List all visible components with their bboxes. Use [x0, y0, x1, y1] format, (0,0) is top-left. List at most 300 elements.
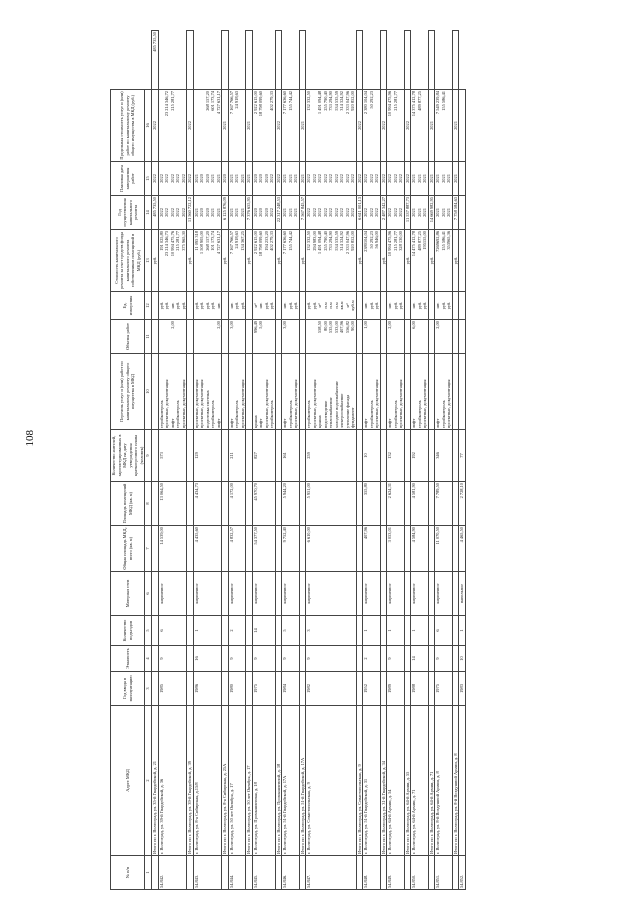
- work-cost-cell: [363, 230, 381, 292]
- work-unit-cell: [193, 292, 222, 320]
- area-total: 4 832,57: [228, 526, 246, 572]
- work-limit: 2 380 104,04: [363, 91, 368, 115]
- row-number: 54.851.: [435, 856, 453, 890]
- work-cost: 194 253,20: [263, 231, 269, 251]
- residents: 161: [282, 430, 300, 482]
- work-volume: 535,00: [328, 321, 333, 334]
- work-unit: руб.: [234, 301, 239, 310]
- work-name-cell: [282, 354, 300, 430]
- limit-total: [380, 31, 387, 90]
- work-limit: 534 535,59: [333, 91, 339, 111]
- work-date: 2022: [306, 174, 311, 183]
- work-cost: 132 332,50: [306, 231, 311, 251]
- floors: 9: [435, 646, 453, 672]
- column-header-13: Стоимость капитального ремонта за счет средств фонда капитального ремонта собственников помещений в МКД (руб.): [111, 230, 145, 292]
- area-rooms: 5 951,00: [306, 482, 357, 526]
- work-unit: кв.м: [339, 301, 344, 310]
- work-name: стройконтроль: [210, 400, 215, 428]
- work-date: 2022: [398, 174, 403, 183]
- work-volume-cell: [193, 320, 222, 354]
- wall-material: кирпичное: [387, 572, 405, 616]
- work-date: 2021: [193, 174, 199, 183]
- work-cost: 191 025,80: [158, 231, 164, 251]
- work-name: стройконтроль: [440, 400, 446, 428]
- floors: 9: [228, 646, 246, 672]
- work-unit-cell: [282, 292, 300, 320]
- work-year: 2020: [263, 208, 269, 217]
- column-number-6: 6: [145, 572, 152, 616]
- year-built: 1983: [459, 672, 466, 706]
- column-number-5: 5: [145, 616, 152, 646]
- work-limit-cell: [363, 90, 381, 162]
- work-date: 2021: [239, 174, 245, 183]
- work-name: лифт: [258, 418, 263, 428]
- work-date: 2022: [180, 174, 186, 183]
- wall-material: панельное: [459, 572, 466, 616]
- work-limit-cell: [306, 90, 357, 162]
- work-name: проектные, документация: [180, 379, 186, 428]
- work-volume: [293, 321, 299, 352]
- work-volume: 558,50: [317, 321, 322, 334]
- row-number: 54.849.: [387, 856, 405, 890]
- work-date: 2021: [416, 174, 422, 183]
- work-name: стройконтроль: [269, 400, 274, 428]
- work-cost: 534 535,59: [333, 231, 339, 251]
- entrances: 2: [228, 616, 246, 646]
- work-unit: руб.: [287, 301, 293, 310]
- year-built: 1988: [411, 672, 429, 706]
- work-cost: 2 922 615,00: [252, 231, 258, 255]
- wall-material: кирпичное: [228, 572, 246, 616]
- column-number-2: 2: [145, 706, 152, 856]
- residents: 211: [228, 430, 246, 482]
- entrances: 6: [158, 616, 187, 646]
- work-unit: шт.: [215, 302, 221, 309]
- year-built: 1952: [363, 672, 381, 706]
- area-rooms: 7 789,50: [435, 482, 453, 526]
- area-rooms: 4 434,73: [193, 482, 222, 526]
- work-date: 2020: [199, 174, 204, 183]
- work-cost: 294 983,00: [311, 231, 317, 251]
- total-cost: 22 317 248,53: [275, 196, 282, 230]
- entrances: 14: [252, 616, 275, 646]
- work-name: крыша: [317, 415, 322, 428]
- work-name: электроснабжение: [339, 393, 344, 428]
- column-number-row: [145, 31, 152, 890]
- residents: 77: [459, 430, 466, 482]
- limit-total: [404, 31, 411, 90]
- residents: 346: [435, 430, 453, 482]
- area-total: 4 435,60: [193, 526, 222, 572]
- total-label: Итого по г. Волгоград, ул. Промышленной, д. 18: [275, 706, 282, 856]
- work-cost: 268 157,20: [204, 231, 210, 251]
- work-name: фундамент: [350, 407, 355, 428]
- work-date: 2022: [317, 174, 322, 183]
- work-name-cell: [459, 354, 466, 430]
- work-volume-cell: [411, 320, 429, 354]
- work-name: проектные, документация: [422, 379, 427, 428]
- work-name: проектные, документация: [311, 379, 317, 428]
- work-date: 2022: [269, 174, 274, 183]
- work-date-cell: [459, 162, 466, 196]
- total-year: 2021: [246, 162, 253, 196]
- column-number-7: 7: [145, 526, 152, 572]
- work-volume: 2,00: [387, 321, 392, 329]
- column-header-11: Объемы работ: [111, 320, 145, 354]
- floors: 9: [252, 646, 275, 672]
- work-cost: 402 279,33: [269, 231, 274, 251]
- work-year: 2021: [210, 208, 215, 217]
- work-volume: 407,96: [339, 321, 344, 334]
- work-limit: 155 586,41: [440, 91, 446, 111]
- work-date: 2022: [368, 174, 374, 183]
- rotated-table-container: [110, 30, 630, 890]
- work-limit: [374, 91, 380, 160]
- work-name-cell: [228, 354, 246, 430]
- work-year: 2021: [287, 208, 293, 217]
- entrances: 1: [411, 616, 429, 646]
- work-volume: [181, 321, 187, 352]
- work-cost: 14 475 412,78: [411, 231, 416, 257]
- work-unit: руб.: [263, 301, 269, 310]
- floors: 9: [306, 646, 357, 672]
- work-name: стройконтроль: [234, 400, 239, 428]
- unit-cell: руб.: [299, 230, 306, 292]
- work-cost: 195155,00: [422, 231, 427, 250]
- work-name: стройконтроль: [287, 400, 293, 428]
- address: г. Волгоград, ул. 8-й Воздушной Армии, д. 8: [435, 706, 453, 856]
- work-volume: 90,00: [350, 321, 355, 331]
- work-unit: руб.: [164, 301, 169, 310]
- unit-cell: руб.: [404, 230, 411, 292]
- row-number: 54.850.: [411, 856, 429, 890]
- table-row: [193, 31, 222, 890]
- work-name: проектные, документация: [293, 379, 298, 428]
- work-unit: шт.: [411, 302, 416, 309]
- limit-total: 485 735,50: [152, 31, 159, 90]
- work-volume: 2,00: [215, 321, 221, 329]
- work-volume: [374, 321, 380, 352]
- area-rooms: 45 970,70: [252, 482, 275, 526]
- floors: 10: [459, 646, 466, 672]
- work-name: проектные, документация: [374, 379, 379, 428]
- address: г. Волгоград, ул. 50 лет Октября, д. 17: [228, 706, 246, 856]
- area-total: 4 465,50: [459, 526, 466, 572]
- table-body: [152, 31, 466, 890]
- entrances: 3: [306, 616, 357, 646]
- work-date-cell: [228, 162, 246, 196]
- work-volume-cell: [306, 320, 357, 354]
- residents: 129: [193, 430, 222, 482]
- work-volume: [269, 321, 275, 352]
- column-header-12: Ед. измерения: [111, 292, 145, 320]
- area-total: 9 752,40: [282, 526, 300, 572]
- work-volume: 1,00: [363, 321, 368, 329]
- work-volume: 3,00: [282, 321, 287, 329]
- work-date: 2022: [392, 174, 398, 183]
- area-total: 3 053,01: [387, 526, 405, 572]
- floors: 9: [158, 646, 187, 672]
- work-limit: 155 744,42: [287, 91, 293, 111]
- work-date: 2022: [387, 174, 392, 183]
- total-date: 2022: [275, 90, 282, 162]
- year-built: 1975: [252, 672, 275, 706]
- total-cost: 14 669 982,95: [428, 196, 435, 230]
- work-cost: 4 727 631,17: [215, 231, 221, 255]
- work-year: 2022: [164, 208, 169, 217]
- work-name: стройконтроль: [368, 400, 374, 428]
- work-volume: 2,00: [169, 321, 175, 329]
- address: г. Волгоград, ул. 64-й Армии, д. 71: [411, 706, 429, 856]
- work-cost: 375 965,30: [180, 231, 186, 251]
- work-limit: 215 281,77: [169, 91, 175, 111]
- work-date: 2021: [234, 174, 239, 183]
- work-limit-cell: [435, 90, 453, 162]
- work-limit: 268 157,20: [204, 91, 210, 111]
- work-cost-cell: [228, 230, 246, 292]
- work-date-cell: [411, 162, 429, 196]
- floors: 16: [193, 646, 222, 672]
- total-cost: 11 560 722,12: [187, 196, 194, 230]
- work-year: 2021: [193, 208, 199, 217]
- total-date: 2022: [356, 90, 363, 162]
- work-unit: руб.: [306, 301, 311, 310]
- work-limit-cell: [193, 90, 222, 162]
- work-unit: руб.: [158, 301, 164, 310]
- work-unit-cell: [387, 292, 405, 320]
- work-name: холодное водоснабжение: [333, 381, 339, 428]
- row-number: 54.852.: [459, 856, 466, 890]
- area-total: 4 584,90: [411, 526, 429, 572]
- work-volume: 533,00: [333, 321, 339, 334]
- work-limit-cell: [411, 90, 429, 162]
- limit-total: [299, 31, 306, 90]
- work-cost-cell: [282, 230, 300, 292]
- work-limit: [422, 91, 428, 160]
- work-name-cell: [435, 354, 453, 430]
- work-limit: 24 918,63: [234, 91, 239, 109]
- year-built: 1982: [306, 672, 357, 706]
- work-year: 2021: [282, 208, 287, 217]
- work-year: 2021: [435, 208, 440, 217]
- work-date-cell: [363, 162, 381, 196]
- area-rooms: 13 064,50: [158, 482, 187, 526]
- work-year: 2021: [411, 208, 416, 217]
- total-year: 2021: [299, 162, 306, 196]
- work-name: проектные, документация: [164, 379, 169, 428]
- work-date: 2022: [311, 174, 317, 183]
- total-date: 2022: [152, 90, 159, 162]
- work-cost: 18 798 099,60: [258, 231, 263, 257]
- residents: 259: [306, 430, 357, 482]
- total-cost: 6 125 876,09: [222, 196, 229, 230]
- limit-total: [187, 31, 194, 90]
- work-unit: м²: [252, 303, 258, 308]
- unit-cell: руб.: [380, 230, 387, 292]
- area-rooms: 4 172,00: [228, 482, 246, 526]
- work-year: 2022: [350, 208, 355, 217]
- work-volume: 3,00: [228, 321, 234, 329]
- work-year: 2020: [199, 208, 204, 217]
- column-header-3: Год ввода в эксплуатацию: [111, 672, 145, 706]
- work-name: лифт: [169, 418, 175, 428]
- table-row: [363, 31, 381, 890]
- work-cost: 7269692,86: [435, 231, 440, 252]
- column-header-1: № п/п: [111, 856, 145, 890]
- work-year-cell: [435, 196, 453, 230]
- column-header-14: Год осуществления капитального ремонта: [111, 196, 145, 230]
- work-unit: шт.: [435, 302, 440, 309]
- work-date: 2022: [374, 174, 379, 183]
- address: г. Волгоград, ул. 64-й Армии, д. 54: [387, 706, 405, 856]
- column-number-12: 12: [145, 292, 152, 320]
- work-unit: шт.: [258, 302, 263, 309]
- work-unit: руб.: [416, 301, 422, 310]
- row-number: 54.847.: [306, 856, 357, 890]
- work-date: 2021: [282, 174, 287, 183]
- work-date: 2021: [435, 174, 440, 183]
- work-unit: п.м: [328, 302, 333, 309]
- work-cost-cell: [387, 230, 405, 292]
- work-cost: 155 586,41: [440, 231, 446, 251]
- limit-total: [452, 31, 459, 90]
- work-cost: 101 173,74: [210, 231, 215, 251]
- wall-material: кирпичное: [282, 572, 300, 616]
- year-built: 1989: [387, 672, 405, 706]
- work-year-cell: [228, 196, 246, 230]
- total-year: 2022: [275, 162, 282, 196]
- area-rooms: 2 624,31: [387, 482, 405, 526]
- work-limit: 2 333 047,96: [344, 91, 350, 115]
- work-unit-cell: [363, 292, 381, 320]
- work-year: 2022: [363, 208, 368, 217]
- total-year: 2022: [187, 162, 194, 196]
- work-year: 2021: [228, 208, 234, 217]
- work-limit: [446, 91, 452, 160]
- work-limit: 2 922 615,00: [252, 91, 258, 115]
- work-cost: 215 281,77: [175, 231, 180, 251]
- work-limit: 402 279,33: [269, 91, 274, 111]
- work-cost: 314 324,92: [339, 231, 344, 251]
- work-cost-cell: [306, 230, 357, 292]
- unit-cell: руб.: [275, 230, 282, 292]
- work-date: 2020: [204, 174, 210, 183]
- work-year: 2021: [215, 208, 221, 217]
- work-date: 2021: [228, 174, 234, 183]
- work-year: 2022: [333, 208, 339, 217]
- work-year: 2022: [387, 208, 392, 217]
- work-cost: 489 877,25: [416, 231, 422, 251]
- work-year: 2022: [269, 208, 274, 217]
- work-unit-cell: [435, 292, 453, 320]
- work-date: 2021: [210, 174, 215, 183]
- work-volume-cell: [282, 320, 300, 354]
- work-date: 2022: [164, 174, 169, 183]
- row-number: 54.843.: [193, 856, 222, 890]
- column-header-5: Количество подъездов: [111, 616, 145, 646]
- table-row: [228, 31, 246, 890]
- table-row: [435, 31, 453, 890]
- work-year: 2022: [392, 208, 398, 217]
- residents: 132: [387, 430, 405, 482]
- wall-material: кирпичное: [252, 572, 275, 616]
- work-limit-cell: [228, 90, 246, 162]
- unit-cell: руб.: [246, 230, 253, 292]
- page-number: 108: [24, 430, 36, 447]
- wall-material: кирпичное: [306, 572, 357, 616]
- work-date-cell: [387, 162, 405, 196]
- work-volume: 80,00: [322, 321, 328, 331]
- total-date: 2021: [246, 90, 253, 162]
- work-volume: [240, 321, 246, 352]
- work-date: 2022: [339, 174, 344, 183]
- work-volume-cell: [387, 320, 405, 354]
- entrances: 6: [435, 616, 453, 646]
- wall-material: кирпичное: [363, 572, 381, 616]
- work-year-cell: [193, 196, 222, 230]
- row-number: 54.844.: [228, 856, 246, 890]
- column-header-4: Этажность: [111, 646, 145, 672]
- work-cost-cell: [193, 230, 222, 292]
- work-unit: руб.: [374, 301, 379, 310]
- work-name: лифт: [435, 418, 440, 428]
- work-cost: 11 095 318: [193, 231, 199, 251]
- work-volume-cell: [459, 320, 466, 354]
- limit-total: [222, 31, 229, 90]
- work-limit: 4 727 631,17: [215, 91, 221, 115]
- work-unit: руб.: [180, 301, 186, 310]
- column-header-15: Плановая дата завершения работ: [111, 162, 145, 196]
- work-limit: 7 167 766,57: [228, 91, 234, 115]
- work-cost: 134 367,25: [239, 231, 245, 251]
- work-year: 2022: [317, 208, 322, 217]
- work-unit-cell: [252, 292, 275, 320]
- total-year: 2020: [222, 162, 229, 196]
- work-name-cell: [363, 354, 381, 430]
- work-year-cell: [459, 196, 466, 230]
- work-unit: руб.: [210, 301, 215, 310]
- work-cost: 24 918,63: [234, 231, 239, 249]
- table-row: [459, 31, 466, 890]
- column-header-2: Адрес МКД: [111, 706, 145, 856]
- residents: 827: [252, 430, 275, 482]
- work-year: 2022: [180, 208, 186, 217]
- work-limit-cell: [459, 90, 466, 162]
- work-year: 2020: [204, 208, 210, 217]
- work-date: 2022: [363, 174, 368, 183]
- work-unit: шт.: [169, 302, 175, 309]
- work-year: 2022: [368, 208, 374, 217]
- work-unit-cell: [411, 292, 429, 320]
- total-label: Итого по г. Волгоград, ул. 8-й Воздушной Армии, д. 8: [452, 706, 459, 856]
- column-header-6: Материал стен: [111, 572, 145, 616]
- column-number-4: 4: [145, 646, 152, 672]
- work-limit: 601 173,74: [210, 91, 215, 111]
- work-volume: 6,00: [411, 321, 416, 329]
- work-volume-cell: [158, 320, 187, 354]
- column-number-11: 11: [145, 320, 152, 354]
- work-name-cell: [387, 354, 405, 430]
- work-unit: куб.м: [350, 300, 355, 311]
- work-name: проектные, документация: [193, 379, 199, 428]
- column-number-16: 16: [145, 90, 152, 162]
- work-date: 2022: [169, 174, 175, 183]
- column-number-1: 1: [145, 856, 152, 890]
- work-unit-cell: [306, 292, 357, 320]
- area-total: 407,96: [363, 526, 381, 572]
- total-cost: 485 735,50: [152, 196, 159, 230]
- area-total: 54 377,50: [252, 526, 275, 572]
